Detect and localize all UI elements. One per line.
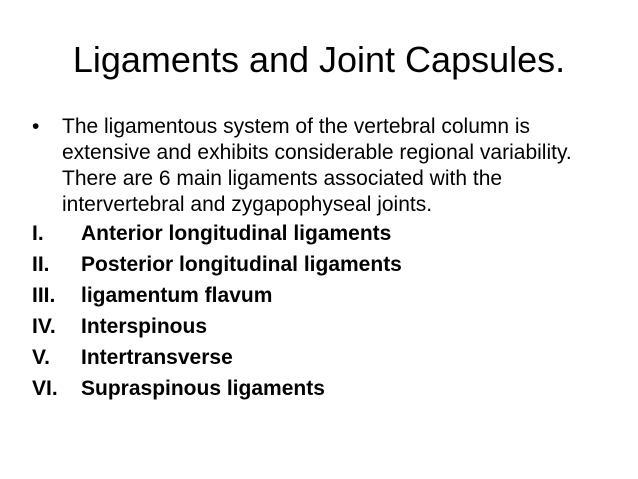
list-item-text: Supraspinous ligaments: [81, 377, 325, 400]
list-numeral: III.: [32, 284, 56, 307]
list-numeral: V.: [32, 346, 50, 369]
list-numeral: IV.: [32, 315, 56, 338]
list-item: [32, 249, 612, 280]
list-numeral: II.: [32, 253, 50, 276]
list-numeral: I.: [32, 222, 44, 245]
list-item: [32, 311, 612, 342]
list-item: [32, 373, 612, 404]
list-item-text: ligamentum flavum: [81, 284, 273, 307]
list-item-text: Interspinous: [81, 315, 208, 338]
slide-body: [32, 114, 612, 404]
ligament-list: [32, 218, 612, 404]
list-item: [32, 280, 612, 311]
list-numeral: VI.: [32, 377, 58, 400]
list-item-text: Posterior longitudinal ligaments: [81, 253, 402, 276]
slide-title: Ligaments and Joint Capsules.: [72, 39, 566, 80]
bullet-marker: •: [32, 115, 40, 138]
bullet-paragraph: [32, 114, 612, 218]
list-item: [32, 218, 612, 249]
list-item-text: Intertransverse: [81, 346, 233, 369]
list-item-text: Anterior longitudinal ligaments: [81, 222, 392, 245]
bullet-text: The ligamentous system of the vertebral column is extensive and exhibits considerable regional variability. There are 6 main ligaments associated with the intervertebral and zygapophyseal joints.: [62, 115, 572, 216]
list-item: [32, 342, 612, 373]
